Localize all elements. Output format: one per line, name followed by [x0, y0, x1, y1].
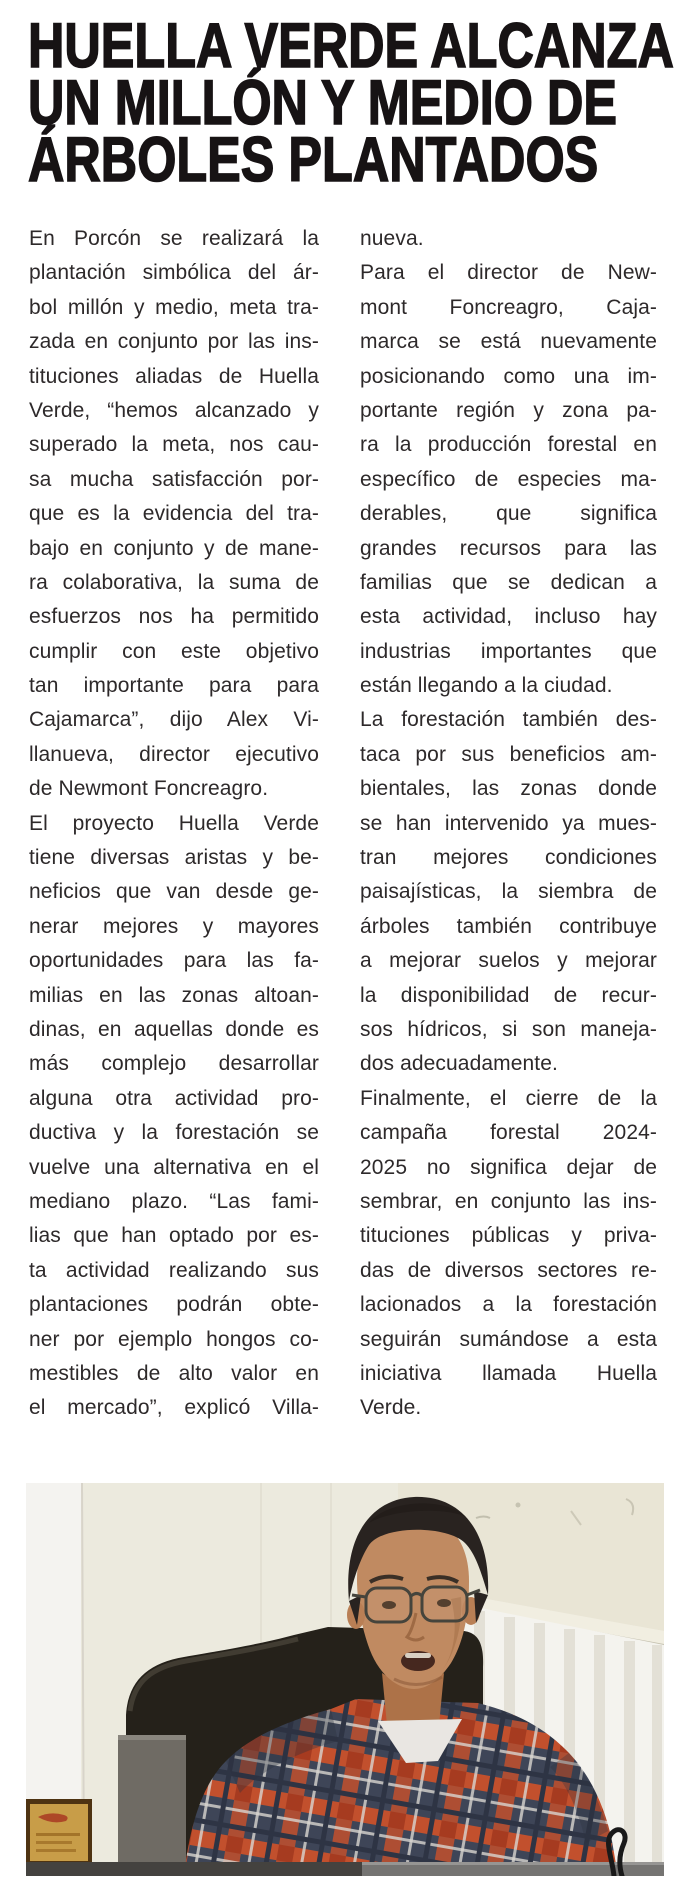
text-line: a mejorar suelos y mejorar [360, 949, 657, 973]
text-line: taca por sus beneficios am- [360, 742, 657, 766]
text-line: portante región y zona pa- [360, 398, 657, 422]
text-line: mont Foncreagro, Caja- [360, 295, 657, 319]
text-line: alguna otra actividad pro- [29, 1086, 319, 1110]
text-line: el mercado”, explicó Villa- [29, 1396, 319, 1420]
text-line: Verde, “hemos alcanzado y [29, 398, 319, 422]
text-line: mestibles de alto valor en [29, 1361, 319, 1385]
text-line: seguirán sumándose a esta [360, 1327, 657, 1351]
text-line: más complejo desarrollar [29, 1052, 319, 1076]
text-line: la disponibilidad de recur- [360, 983, 657, 1007]
text-line: En Porcón se realizará la [29, 227, 319, 250]
text-line: industrias importantes que [360, 639, 657, 663]
text-line: esta actividad, incluso hay [360, 605, 657, 629]
text-line: Cajamarca”, dijo Alex Vi- [29, 708, 319, 732]
text-line: milias en las zonas altoan- [29, 983, 319, 1007]
text-line: grandes recursos para las [360, 536, 657, 560]
text-line: nueva. [360, 227, 424, 250]
text-line: posicionando como una im- [360, 364, 657, 388]
text-line: ductiva y la forestación se [29, 1121, 319, 1145]
photo-illustration [26, 1483, 664, 1876]
text-line: marca se está nuevamente [360, 330, 657, 354]
text-line: sembrar, en conjunto las ins- [360, 1189, 657, 1213]
text-line: mediano plazo. “Las fami- [29, 1189, 319, 1213]
text-line: lias que han optado por es- [29, 1224, 319, 1248]
text-line: Verde. [360, 1396, 422, 1420]
text-line: Para el director de New- [360, 261, 657, 285]
text-line: paisajísticas, la siembra de [360, 880, 657, 904]
text-line: bol millón y medio, meta tra- [29, 295, 319, 319]
text-line: se han intervenido ya mues- [360, 811, 657, 835]
text-line: ra la producción forestal en [360, 433, 657, 457]
text-line: lacionados a la forestación [360, 1293, 657, 1317]
headline-line: UN MILLÓN Y MEDIO DE [28, 68, 617, 138]
text-line: vuelve una alternativa en el [29, 1155, 319, 1179]
headline-line: ÁRBOLES PLANTADOS [28, 125, 599, 195]
text-line: de Newmont Foncreagro. [29, 777, 269, 801]
text-line: tituciones públicas y priva- [360, 1224, 657, 1248]
text-line: tran mejores condiciones [360, 846, 657, 870]
text-line: que es la evidencia del tra- [29, 502, 319, 526]
text-line: dinas, en aquellas donde es [29, 1017, 319, 1041]
text-line: neficios que van desde ge- [29, 880, 319, 904]
text-line: tiene diversas aristas y be- [29, 846, 319, 870]
text-line: 2025 no significa dejar de [360, 1155, 657, 1179]
text-line: dos adecuadamente. [360, 1052, 558, 1076]
text-line: ner por ejemplo hongos co- [29, 1327, 319, 1351]
headline [28, 11, 686, 195]
text-line: derables, que significa [360, 502, 657, 526]
column-right [360, 222, 657, 1426]
wooden-plaque [26, 1799, 92, 1865]
text-line: das de diversos sectores re- [360, 1258, 657, 1282]
text-line: campaña forestal 2024- [360, 1121, 657, 1145]
text-line: están llegando a la ciudad. [360, 674, 613, 698]
text-line: sos hídricos, si son maneja- [360, 1017, 657, 1041]
text-line: oportunidades para las fa- [29, 949, 319, 973]
text-line: específico de especies ma- [360, 467, 657, 491]
desk-edge [26, 1862, 664, 1876]
text-line: bajo en conjunto y de mane- [29, 536, 319, 560]
text-line: tan importante para para [29, 674, 319, 698]
text-line: superado la meta, nos cau- [29, 433, 319, 457]
text-line: árboles también contribuye [360, 914, 657, 938]
text-line: cumplir con este objetivo [29, 639, 319, 663]
text-line: nerar mejores y mayores [29, 914, 319, 938]
text-line: plantaciones podrán obte- [29, 1293, 319, 1317]
text-line: bientales, las zonas donde [360, 777, 657, 801]
text-line: familias que se dedican a [360, 570, 657, 594]
headline-line: HUELLA VERDE ALCANZA [28, 11, 674, 81]
text-line: sa mucha satisfacción por- [29, 467, 319, 491]
text-line: Finalmente, el cierre de la [360, 1086, 657, 1110]
article-photo [26, 1483, 664, 1876]
text-line: llanueva, director ejecutivo [29, 742, 319, 766]
text-line: esfuerzos nos ha permitido [29, 605, 319, 629]
text-line: iniciativa llamada Huella [360, 1361, 657, 1385]
column-left [29, 222, 319, 1426]
text-line: tituciones aliadas de Huella [29, 364, 319, 388]
text-line: zada en conjunto por las ins- [29, 330, 319, 354]
text-line: ra colaborativa, la suma de [29, 570, 319, 594]
text-line: ta actividad realizando sus [29, 1258, 319, 1282]
text-line: La forestación también des- [360, 708, 657, 732]
text-line: plantación simbólica del ár- [29, 261, 319, 285]
text-line: El proyecto Huella Verde [29, 811, 319, 835]
